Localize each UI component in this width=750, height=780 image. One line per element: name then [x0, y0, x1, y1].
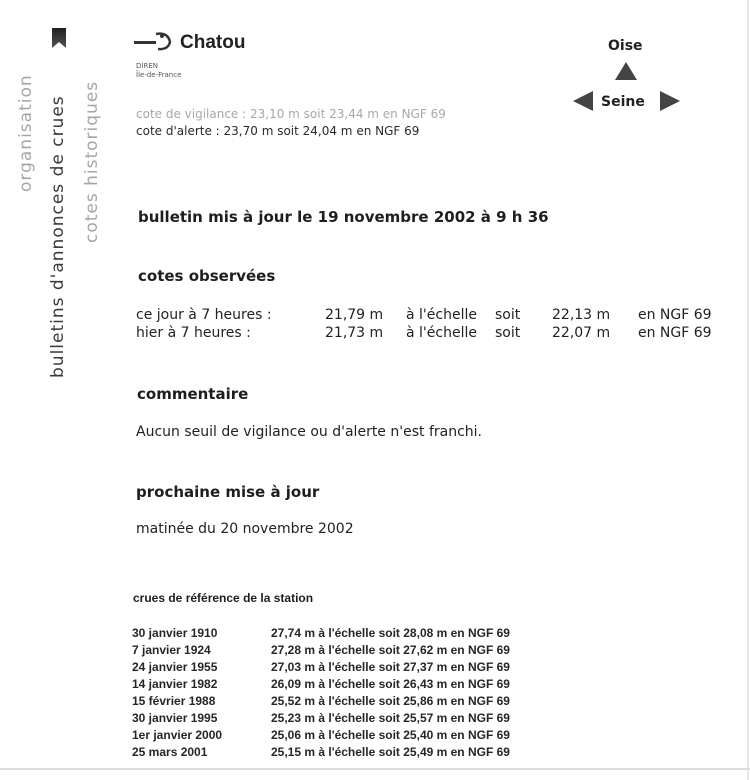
diren-logo-icon — [134, 30, 174, 52]
reference-level: 25,23 m à l'échelle soit 25,57 m en NGF 69 — [271, 711, 510, 725]
nav-cotes-historiques-link[interactable]: cotes historiques — [82, 80, 102, 243]
observed-row — [136, 307, 736, 325]
observed-scale: à l'échelle — [406, 307, 477, 323]
reference-row — [132, 677, 612, 694]
reference-date: 24 janvier 1955 — [132, 660, 218, 674]
arrow-up-icon[interactable] — [615, 62, 637, 80]
observed-ngf: en NGF 69 — [638, 325, 712, 341]
reference-floods-heading: crues de référence de la station — [133, 591, 314, 605]
nav-organisation-link[interactable]: organisation — [16, 74, 36, 192]
nav-bulletins-link[interactable]: bulletins d'annonces de crues — [48, 95, 68, 378]
observed-ngf-value: 22,13 m — [552, 307, 611, 323]
observed-row — [136, 325, 736, 343]
reference-date: 7 janvier 1924 — [132, 643, 211, 657]
reference-row — [132, 694, 612, 711]
org-region: Île-de-France — [136, 71, 182, 79]
observed-label: ce jour à 7 heures : — [136, 307, 272, 323]
main-river-label: Seine — [601, 94, 645, 110]
observed-soit: soit — [495, 325, 521, 341]
reference-row — [132, 745, 612, 762]
observed-value: 21,79 m — [325, 307, 384, 323]
arrow-right-icon[interactable] — [660, 91, 680, 111]
bulletin-update-heading: bulletin mis à jour le 19 novembre 2002 à 9 h 36 — [138, 208, 549, 226]
upstream-river-label[interactable]: Oise — [608, 38, 643, 54]
arrow-left-icon[interactable] — [573, 91, 593, 111]
reference-row — [132, 626, 612, 643]
reference-level: 27,74 m à l'échelle soit 28,08 m en NGF 69 — [271, 626, 510, 640]
reference-date: 30 janvier 1995 — [132, 711, 218, 725]
next-update-heading: prochaine mise à jour — [136, 483, 320, 501]
alert-threshold: cote d'alerte : 23,70 m soit 24,04 m en NGF 69 — [136, 124, 420, 138]
reference-level: 27,28 m à l'échelle soit 27,62 m en NGF 69 — [271, 643, 510, 657]
org-name: DIREN — [136, 62, 158, 70]
station-title: Chatou — [180, 32, 246, 53]
page-border-bottom — [0, 768, 750, 770]
comment-text: Aucun seuil de vigilance ou d'alerte n'est franchi. — [136, 424, 482, 440]
observed-value: 21,73 m — [325, 325, 384, 341]
reference-row — [132, 728, 612, 745]
observed-label: hier à 7 heures : — [136, 325, 251, 341]
observed-levels-heading: cotes observées — [138, 267, 276, 285]
reference-date: 14 janvier 1982 — [132, 677, 218, 691]
active-section-marker-icon — [52, 28, 66, 48]
reference-level: 25,15 m à l'échelle soit 25,49 m en NGF 69 — [271, 745, 510, 759]
reference-row — [132, 643, 612, 660]
page-border-right — [747, 0, 749, 780]
reference-date: 15 février 1988 — [132, 694, 216, 708]
reference-date: 30 janvier 1910 — [132, 626, 218, 640]
observed-soit: soit — [495, 307, 521, 323]
vigilance-threshold: cote de vigilance : 23,10 m soit 23,44 m en NGF 69 — [136, 107, 446, 121]
reference-row — [132, 660, 612, 677]
observed-ngf: en NGF 69 — [638, 307, 712, 323]
comment-heading: commentaire — [137, 385, 249, 403]
observed-ngf-value: 22,07 m — [552, 325, 611, 341]
observed-scale: à l'échelle — [406, 325, 477, 341]
next-update-text: matinée du 20 novembre 2002 — [136, 521, 354, 537]
reference-level: 25,06 m à l'échelle soit 25,40 m en NGF 69 — [271, 728, 510, 742]
reference-date: 1er janvier 2000 — [132, 728, 223, 742]
reference-row — [132, 711, 612, 728]
reference-level: 25,52 m à l'échelle soit 25,86 m en NGF 69 — [271, 694, 510, 708]
reference-level: 26,09 m à l'échelle soit 26,43 m en NGF 69 — [271, 677, 510, 691]
reference-level: 27,03 m à l'échelle soit 27,37 m en NGF 69 — [271, 660, 510, 674]
reference-date: 25 mars 2001 — [132, 745, 208, 759]
